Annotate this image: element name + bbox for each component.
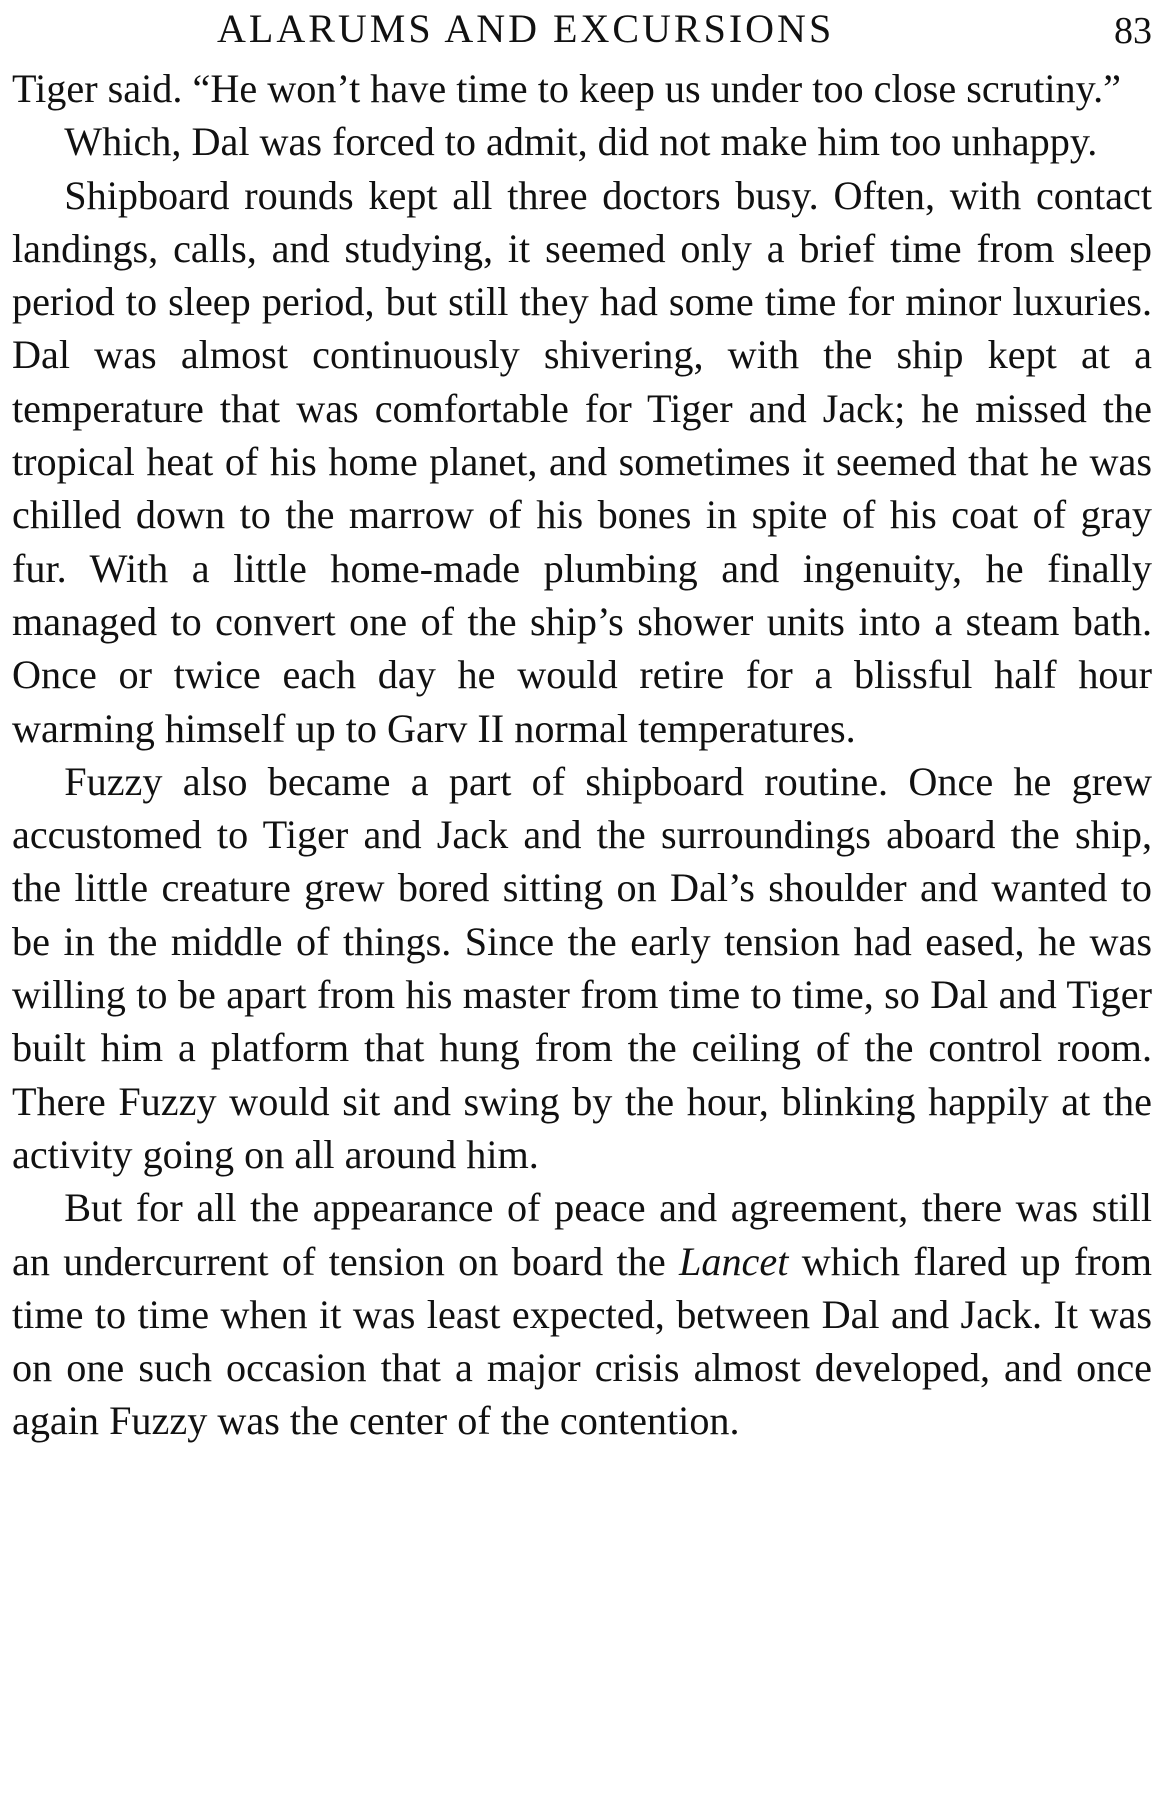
running-title: ALARUMS AND EXCURSIONS: [217, 6, 835, 51]
running-head: [12, 4, 1152, 60]
paragraph: Fuzzy also became a part of shipboard routine. Once he grew accustomed to Tiger and Jack and the surroundings aboard the ship, the little creature grew bored sitting on Dal’s shoulder and wanted to be in the middle of things. Since the early tension had eased, he was willing to be apart from his master from time to time, so Dal and Tiger built him a platform that hung from the ceiling of the control room. There Fuzzy would sit and swing by the hour, blinking happily at the activity going on all around him.: [12, 758, 1152, 1177]
body-text: [12, 62, 1152, 1448]
paragraph-text: But for all the appearance of peace and agreement, there was still an undercurrent of tension on board the: [12, 1185, 1152, 1284]
page-number: 83: [1114, 10, 1152, 52]
paragraph: Tiger said. “He won’t have time to keep us under too close scrutiny.”: [12, 66, 1122, 111]
ship-name: Lancet: [679, 1238, 789, 1284]
paragraph-text: which flared up from time to time when it was least expected, between Dal and Jack. It was on one such occasion that a major crisis almost developed, and once again Fuzzy was the center of the contention.: [12, 1238, 1153, 1444]
paragraph: Which, Dal was forced to admit, did not make him too unhappy.: [64, 119, 1098, 165]
book-page: [12, 0, 1152, 1811]
paragraph: Shipboard rounds kept all three doctors busy. Often, with contact landings, calls, and studying, it seemed only a brief time from sleep period to sleep period, but still they had some time for minor luxuries. Dal was almost continuously shivering, with the ship kept at a temperature that was comfortable for Tiger and Jack; he missed the tropical heat of his home planet, and sometimes it seemed that he was chilled down to the marrow of his bones in spite of his coat of gray fur. With a little home-made plumbing and ingenuity, he finally managed to convert one of the ship’s shower units into a steam bath. Once or twice each day he would retire for a blissful half hour warming himself up to Garv II normal temperatures.: [12, 172, 1152, 751]
paragraph: [12, 1181, 1152, 1447]
